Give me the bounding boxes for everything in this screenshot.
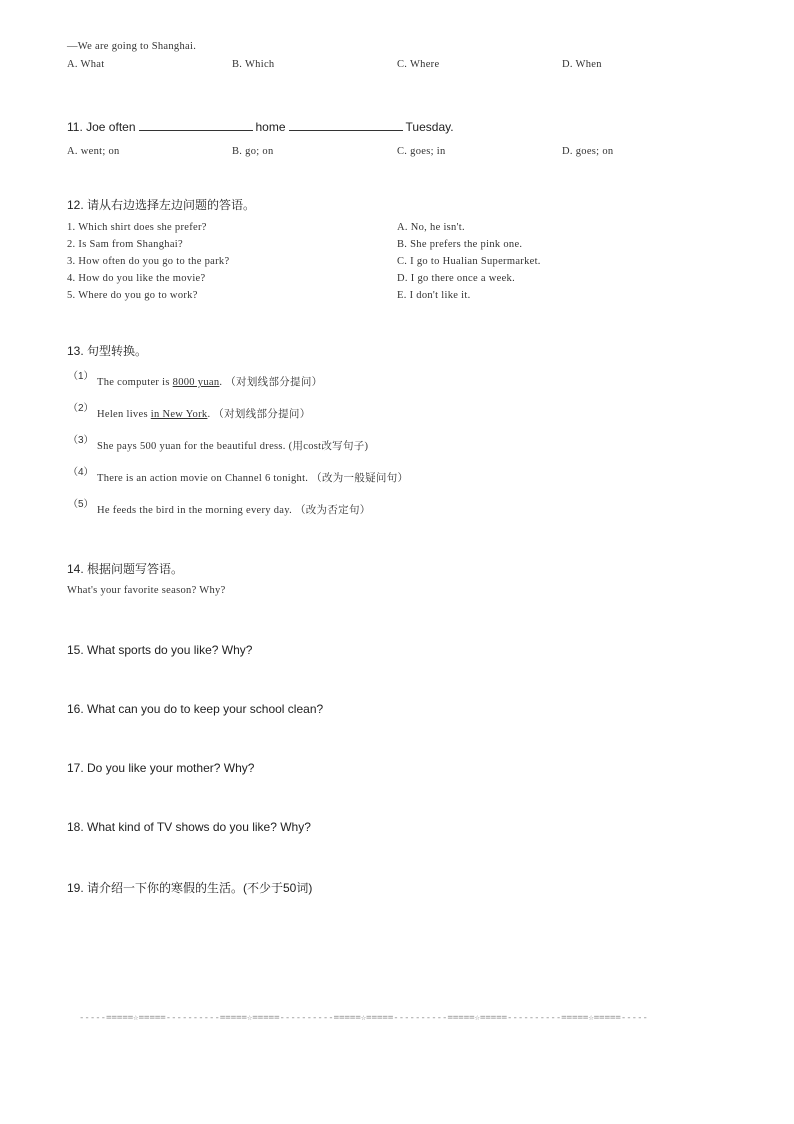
q12-right-e: E. I don't like it. (397, 290, 471, 301)
q12-left-5: 5. Where do you go to work? (67, 290, 198, 301)
q13-item-1 (97, 374, 322, 389)
q10-answer-line: —We are going to Shanghai. (67, 41, 197, 52)
q14-heading: 14. 根据问题写答语。 (67, 562, 184, 576)
q12-left-2: 2. Is Sam from Shanghai? (67, 239, 183, 250)
q13-item-3-text: She pays 500 yuan for the beautiful dress. (用cost改写句子) (97, 441, 369, 452)
q18-question: 18. What kind of TV shows do you like? Why? (67, 820, 311, 834)
q14-question: What's your favorite season? Why? (67, 585, 226, 596)
q13-item-4 (97, 470, 408, 485)
q12-heading: 12. 请从右边选择左边问题的答语。 (67, 198, 256, 212)
q10-option-b: B. Which (232, 59, 275, 70)
q13-item-2-number: （2） (68, 403, 94, 414)
q11-option-b: B. go; on (232, 146, 274, 157)
q13-item-1-text: The computer is (97, 377, 173, 388)
q12-right-d: D. I go there once a week. (397, 273, 515, 284)
q11-option-d: D. goes; on (562, 146, 614, 157)
q12-left-4: 4. How do you like the movie? (67, 273, 206, 284)
page-divider: -----=====☆=====----------=====☆=====----------=====☆=====----------=====☆=====----------=====☆=====----- (79, 1013, 648, 1023)
q13-item-2-instruction: . （对划线部分提问） (207, 409, 311, 420)
q13-heading: 13. 句型转换。 (67, 344, 148, 358)
q11-option-a: A. went; on (67, 146, 120, 157)
q19-question: 19. 请介绍一下你的寒假的生活。(不少于50词) (67, 881, 313, 895)
q12-right-a: A. No, he isn't. (397, 222, 465, 233)
q13-item-1-instruction: . （对划线部分提问） (219, 377, 323, 388)
q13-item-5-text: He feeds the bird in the morning every day. （改为否定句） (97, 505, 371, 516)
q13-item-1-number: （1） (68, 371, 94, 382)
q11-prefix: 11. Joe often (67, 120, 136, 134)
q12-right-b: B. She prefers the pink one. (397, 239, 523, 250)
q13-item-4-number: （4） (68, 467, 94, 478)
q13-item-2-text: Helen lives (97, 409, 151, 420)
q11-suffix: Tuesday. (405, 120, 454, 134)
q16-question: 16. What can you do to keep your school clean? (67, 702, 324, 716)
q13-item-3 (97, 438, 368, 453)
q11-middle: home (255, 120, 286, 134)
q13-item-5 (97, 502, 371, 517)
q11-blank-1 (139, 119, 253, 131)
q12-right-c: C. I go to Hualian Supermarket. (397, 256, 541, 267)
q13-item-2-underlined: in New York (150, 409, 208, 420)
q12-left-3: 3. How often do you go to the park? (67, 256, 230, 267)
q17-question: 17. Do you like your mother? Why? (67, 761, 255, 775)
q13-item-5-number: （5） (68, 499, 94, 510)
q12-left-1: 1. Which shirt does she prefer? (67, 222, 207, 233)
q13-item-2 (97, 406, 311, 421)
q10-option-c: C. Where (397, 59, 440, 70)
q13-item-1-underlined: 8000 yuan (172, 377, 220, 388)
q11-question (67, 119, 454, 134)
q11-option-c: C. goes; in (397, 146, 446, 157)
q10-option-a: A. What (67, 59, 105, 70)
q13-item-4-text: There is an action movie on Channel 6 tonight. （改为一般疑问句） (97, 473, 409, 484)
q13-item-3-number: （3） (68, 435, 94, 446)
q15-question: 15. What sports do you like? Why? (67, 643, 253, 657)
q11-blank-2 (289, 119, 403, 131)
q10-option-d: D. When (562, 59, 602, 70)
